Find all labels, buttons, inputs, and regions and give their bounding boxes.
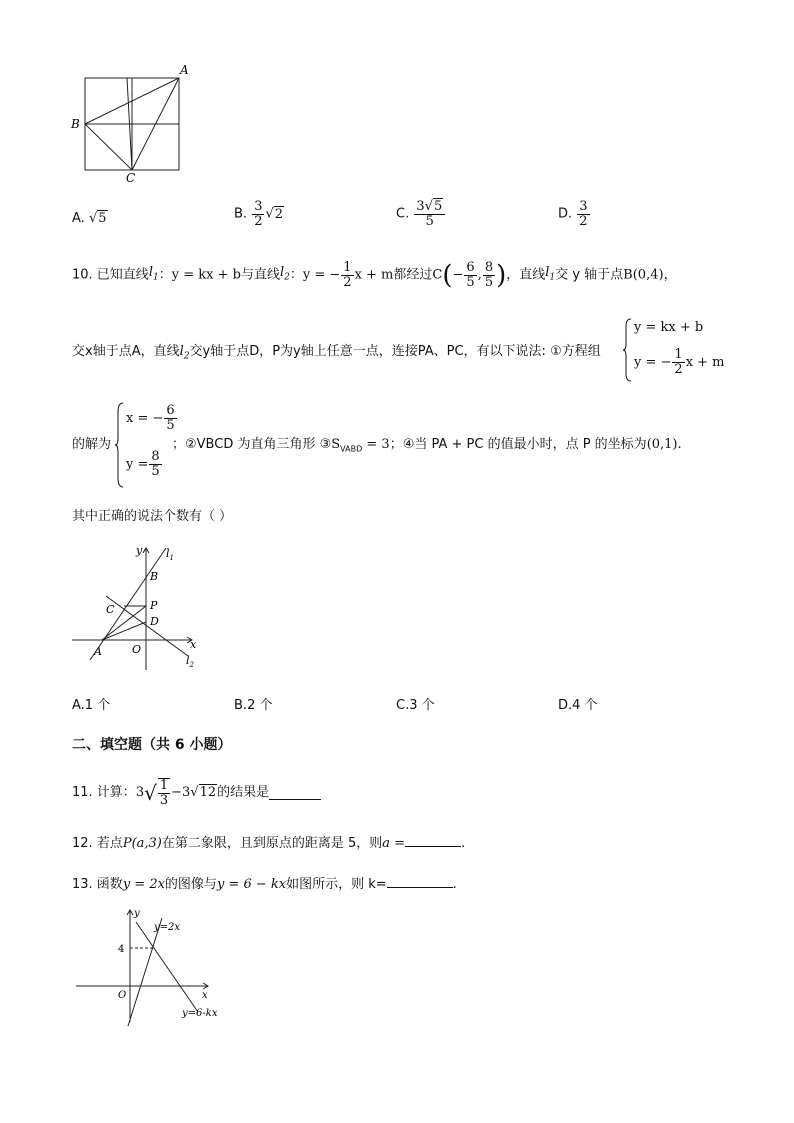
- q10-line-1: 10. 已知直线$l_1$：y = kx + b与直线$l_2$：y = − $\frac{1}{2}$ x + m都经过C(− $\frac{6}{5}$ , $\frac{8}{5}$ )，直线$l_1$交 y 轴于点B(0,4)，: [72, 260, 677, 291]
- line-l1: l: [545, 265, 550, 281]
- subscript: 1: [549, 272, 556, 283]
- q11-prefix: 11. 计算：: [72, 785, 136, 800]
- fig-label-o: O: [118, 990, 127, 1001]
- q11-minus: −3: [171, 785, 191, 800]
- fraction-denominator: 5: [425, 214, 434, 229]
- q10-text: 交x轴于点A，直线: [72, 344, 180, 359]
- q10-text: 其中正确的说法个数有（ ）: [72, 509, 233, 524]
- subscript: 1: [152, 272, 159, 283]
- fraction-numerator: 8: [151, 449, 160, 464]
- system-equation-1: y = kx + b: [634, 320, 704, 335]
- area-value: = 3: [362, 437, 390, 452]
- fig-label-x: x: [202, 990, 208, 1001]
- fraction-numerator: 1: [674, 347, 683, 362]
- fig-label-y: y: [136, 544, 143, 557]
- q11-coef: 3: [135, 785, 145, 800]
- fig-label-b: B: [150, 570, 159, 583]
- fraction-numerator: 6: [166, 403, 175, 418]
- q11-suffix: 的结果是: [217, 785, 270, 800]
- segment-bc: [85, 124, 132, 170]
- colon: ：: [289, 267, 303, 283]
- fraction-denominator: 5: [484, 275, 494, 290]
- fig-label-l2-text: l: [186, 654, 190, 667]
- fig-label-y-2x: y=2x: [154, 922, 181, 933]
- option-letter: A.: [72, 211, 85, 226]
- fraction-numerator: 3: [579, 199, 588, 214]
- q12-text: 在第二象限，且到原点的距离是 5，则: [161, 836, 383, 851]
- q10-text: ，直线: [506, 267, 546, 283]
- fraction-denominator: 5: [166, 418, 175, 433]
- q12-coords: (a,3): [131, 836, 162, 851]
- fraction-denominator: 2: [343, 275, 352, 290]
- q12-eq: =: [390, 836, 406, 851]
- q10-option-c[interactable]: [396, 698, 435, 714]
- q13-function-2: y = 6 − kx: [216, 877, 287, 892]
- q13-function-1: y = 2x: [122, 877, 165, 892]
- equation-system: [622, 318, 732, 382]
- area-s: S: [331, 437, 341, 452]
- option-b-sqrt: 2: [274, 206, 284, 222]
- segment-ad: [102, 622, 146, 640]
- fig-label-d: D: [150, 615, 159, 628]
- label-c: C: [126, 171, 136, 184]
- q10-text: ；②: [172, 437, 197, 452]
- option-value: 1 个: [84, 698, 111, 713]
- fraction-coefficient: 3: [416, 199, 425, 214]
- line-y-6-kx: [136, 922, 198, 1012]
- q13-text: 如图所示，则 k=: [286, 877, 387, 892]
- q13-prefix: 13. 函数: [72, 877, 123, 892]
- fig-label-x: x: [190, 638, 197, 651]
- q11-sqrt: 12: [199, 785, 217, 800]
- q10-text: 都经过: [393, 267, 433, 283]
- q12-point: P: [122, 836, 132, 851]
- line-l2: [106, 596, 188, 656]
- equation-l2-end: x + m: [354, 267, 394, 283]
- fraction-sqrt: 5: [433, 199, 443, 214]
- q10-option-d[interactable]: [558, 698, 598, 714]
- fig-label-l2-sub: 2: [189, 661, 194, 669]
- fig-label-l1-text: l: [166, 547, 170, 560]
- question-11: 11. 计算：3√ $\frac{1}{3}$ −3√12的结果是: [72, 778, 321, 808]
- q10-text: 交y轴于点D，P为y轴上任意一点，连接PA、PC，有以下说法: ①方程组: [189, 344, 601, 359]
- subscript: 2: [183, 351, 190, 362]
- system-equation-2-start: y = −: [634, 355, 672, 370]
- q9-figure: [68, 62, 194, 184]
- answer-blank[interactable]: [405, 834, 461, 847]
- q9-option-a[interactable]: A. √5: [72, 211, 107, 226]
- answer-blank[interactable]: [269, 787, 321, 800]
- q13-figure: [70, 904, 222, 1028]
- point-c: C: [432, 267, 443, 283]
- fig-label-y-6-kx: y=6-kx: [182, 1008, 218, 1019]
- q12-var: a: [382, 836, 391, 851]
- area-subscript: VABD: [340, 444, 363, 454]
- q10-option-a[interactable]: [72, 698, 110, 714]
- option-value: 2 个: [247, 698, 273, 713]
- fraction-numerator: 8: [484, 260, 494, 275]
- q10-option-b[interactable]: [234, 698, 272, 714]
- q9-option-c[interactable]: C. $\frac{3√5}{5}$: [396, 200, 446, 229]
- label-a: A: [180, 63, 189, 77]
- answer-blank[interactable]: [387, 875, 453, 888]
- section-heading: 二、填空题（共 6 小题）: [72, 737, 232, 753]
- solution-x: x = −: [126, 411, 164, 426]
- option-a-value: 5: [98, 211, 107, 226]
- option-letter: A.: [72, 698, 85, 713]
- fraction-denominator: 2: [674, 362, 683, 377]
- fraction-numerator: 6: [466, 260, 475, 275]
- fraction-denominator: 5: [466, 275, 475, 290]
- fraction-denominator: 2: [254, 214, 263, 229]
- fig-label-y: y: [134, 908, 140, 919]
- system-equation-2-end: x + m: [685, 355, 725, 370]
- fig-label-l1-sub: 1: [169, 554, 174, 562]
- q10-line-3: [172, 437, 682, 458]
- line-l2: l: [179, 344, 184, 359]
- fraction-denominator: 3: [159, 793, 169, 808]
- option-letter: C.: [396, 698, 410, 713]
- fig-label-o: O: [132, 643, 142, 656]
- q10-text: 交 y 轴于点: [555, 267, 624, 283]
- fig-label-a: A: [94, 645, 102, 658]
- equation-l2-start: y = −: [302, 267, 341, 283]
- q10-figure: [66, 540, 206, 672]
- q12-prefix: 12. 若点: [72, 836, 123, 851]
- q10-text: VBCD 为直角三角形 ③: [196, 437, 332, 452]
- point-b: B: [623, 267, 633, 283]
- solution-system: [114, 402, 178, 488]
- q10-text: 10. 已知直线: [72, 267, 149, 283]
- option-letter: B.: [234, 698, 248, 713]
- option-value: 4 个: [572, 698, 598, 713]
- left-brace: [622, 318, 632, 382]
- comma: ，: [663, 267, 677, 283]
- fig-label-c: C: [106, 603, 115, 616]
- q13-end: .: [452, 877, 457, 892]
- subscript: 2: [284, 272, 290, 283]
- q12-end: .: [461, 836, 466, 851]
- fig-tick-4: 4: [118, 944, 125, 955]
- fraction-numerator: 1: [159, 778, 169, 793]
- equation-l1: y = kx + b: [171, 267, 241, 283]
- option-letter: D.: [558, 206, 573, 222]
- q9-option-b[interactable]: B. $\frac{3}{2}$ √2: [234, 199, 284, 229]
- fig-label-p: P: [150, 599, 158, 612]
- colon: ：: [158, 267, 172, 283]
- fraction-numerator: 3: [254, 199, 263, 214]
- option-value: 3 个: [409, 698, 435, 713]
- fig-label-l2: [186, 654, 195, 669]
- option-letter: B.: [234, 206, 248, 222]
- q10-text: 与直线: [240, 267, 280, 283]
- q10-line-2: [72, 344, 601, 365]
- point-b-coords: (0,4): [632, 267, 664, 283]
- q10-text: ；④当 PA + PC 的值最小时，点 P 的坐标为: [389, 437, 647, 452]
- fraction-denominator: 5: [151, 464, 160, 479]
- fig-label-l1: [166, 547, 174, 562]
- solution-y: y =: [126, 457, 149, 472]
- option-letter: D.: [558, 698, 573, 713]
- line-l2: l: [279, 265, 285, 281]
- line-l1: l: [148, 265, 153, 281]
- q13-text: 的图像与: [164, 877, 217, 892]
- question-13: [72, 875, 457, 893]
- fraction-numerator: 1: [343, 260, 352, 275]
- q9-option-d[interactable]: [558, 200, 591, 229]
- point-p-coords: (0,1).: [646, 437, 682, 452]
- label-b: B: [71, 117, 80, 131]
- fraction-denominator: 2: [579, 214, 588, 229]
- question-12: [72, 834, 465, 852]
- option-letter: C.: [396, 206, 410, 222]
- left-brace: [114, 402, 124, 488]
- q10-text: 的解为: [72, 437, 112, 452]
